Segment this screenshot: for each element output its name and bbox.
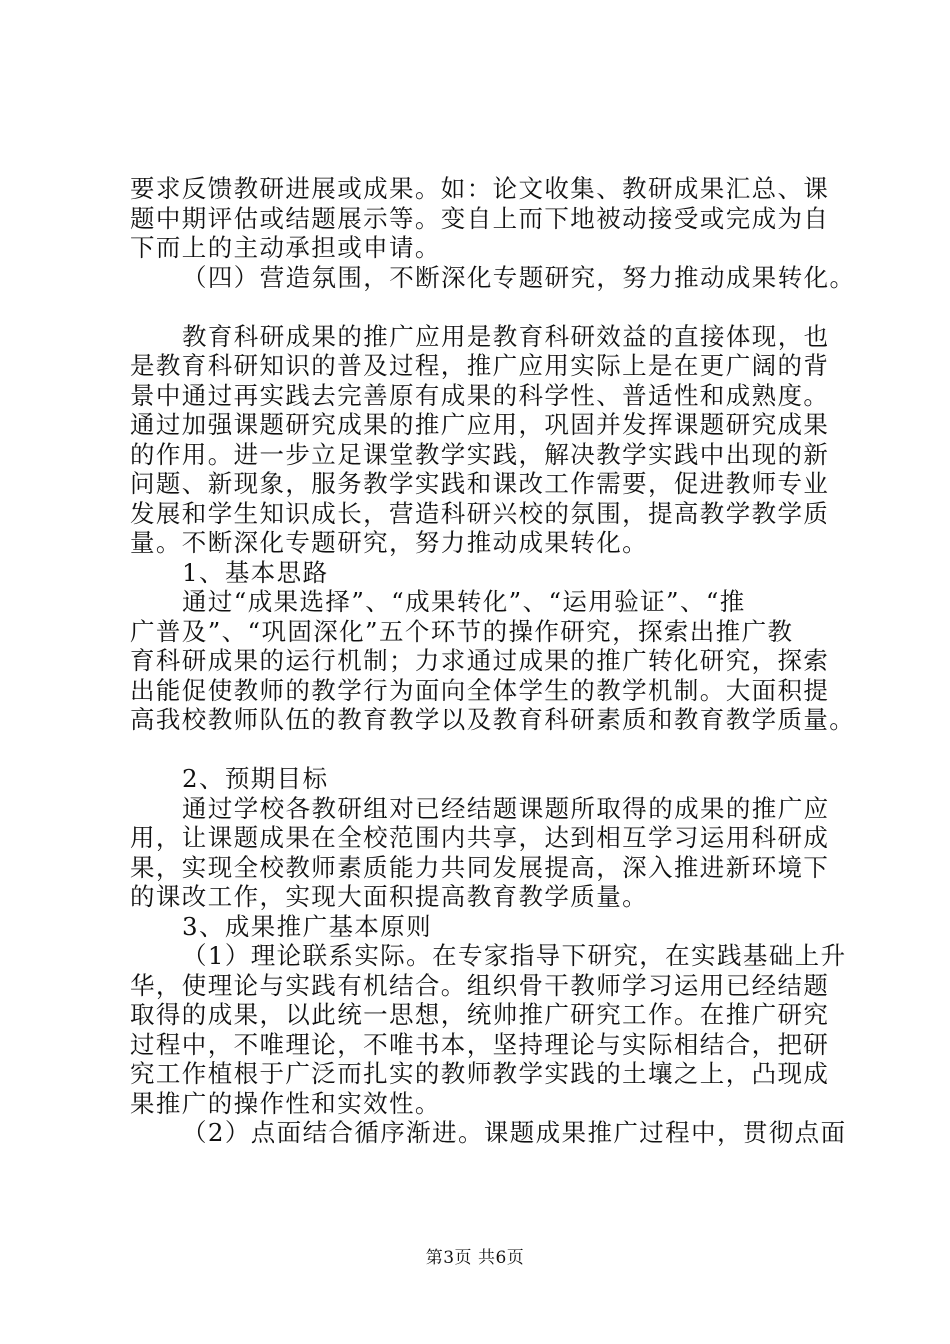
text-line: 通过加强课题研究成果的推广应用，巩固并发挥课题研究成果: [130, 410, 830, 439]
text-line: 景中通过再实践去完善原有成果的科学性、普适性和成熟度。: [130, 380, 830, 410]
section-heading: （四）营造氛围，不断深化专题研究，努力推动成果转化。: [182, 262, 856, 292]
text-line: 过程中，不唯理论，不唯书本，坚持理论与实际相结合，把研: [130, 1029, 830, 1059]
text-line: 用，让课题成果在全校范围内共享，达到相互学习运用科研成: [130, 823, 830, 852]
text-line: 通过“成果选择”、“成果转化”、“运用验证”、“推: [182, 587, 746, 616]
text-line: 广普及”、“巩固深化”五个环节的操作研究，探索出推广教: [130, 616, 794, 646]
blank-line: [130, 735, 850, 765]
subheading-basic-approach: 1、基本思路: [182, 557, 329, 587]
blank-line: [130, 292, 850, 322]
text-line: 取得的成果，以此统一思想，统帅推广研究工作。在推广研究: [130, 1000, 830, 1029]
text-line: 育科研成果的运行机制；力求通过成果的推广转化研究，探索: [130, 646, 830, 675]
text-line: 高我校教师队伍的教育教学以及教育科研素质和教育教学质量。: [130, 705, 856, 734]
subheading-expected-goals: 2、预期目标: [182, 764, 329, 793]
text-line: 量。不断深化专题研究，努力推动成果转化。: [130, 528, 648, 557]
text-line: 发展和学生知识成长，营造科研兴校的氛围，提高教学教学质: [130, 498, 830, 528]
text-line: 华，使理论与实践有机结合。组织骨干教师学习运用已经结题: [130, 970, 830, 1000]
text-line: 的作用。进一步立足课堂教学实践，解决教学实践中出现的新: [130, 439, 830, 469]
subheading-principles: 3、成果推广基本原则: [182, 911, 433, 941]
document-body: [130, 174, 856, 1148]
text-line: 教育科研成果的推广应用是教育科研效益的直接体现，也: [182, 321, 830, 351]
text-line: （2）点面结合循序渐进。课题成果推广过程中，贯彻点面: [182, 1118, 847, 1147]
text-line: 出能促使教师的教学行为面向全体学生的教学机制。大面积提: [130, 675, 830, 705]
page-footer: 第3页 共6页: [425, 1248, 525, 1268]
text-line: 究工作植根于广泛而扎实的教师教学实践的土壤之上，凸现成: [130, 1059, 830, 1088]
text-line: 果推广的操作性和实效性。: [130, 1088, 441, 1118]
text-line: 下而上的主动承担或申请。: [130, 233, 441, 262]
text-line: （1）理论联系实际。在专家指导下研究，在实践基础上升: [182, 941, 847, 970]
text-line: 果，实现全校教师素质能力共同发展提高，深入推进新环境下: [130, 852, 830, 882]
text-line: 题中期评估或结题展示等。变自上而下地被动接受或完成为自: [130, 203, 830, 233]
text-line: 通过学校各教研组对已经结题课题所取得的成果的推广应: [182, 793, 830, 823]
text-line: 的课改工作，实现大面积提高教育教学质量。: [130, 882, 648, 911]
text-line: 要求反馈教研进展或成果。如：论文收集、教研成果汇总、课: [130, 174, 830, 203]
text-line: 是教育科研知识的普及过程，推广应用实际上是在更广阔的背: [130, 351, 830, 380]
text-line: 问题、新现象，服务教学实践和课改工作需要，促进教师专业: [130, 469, 830, 498]
